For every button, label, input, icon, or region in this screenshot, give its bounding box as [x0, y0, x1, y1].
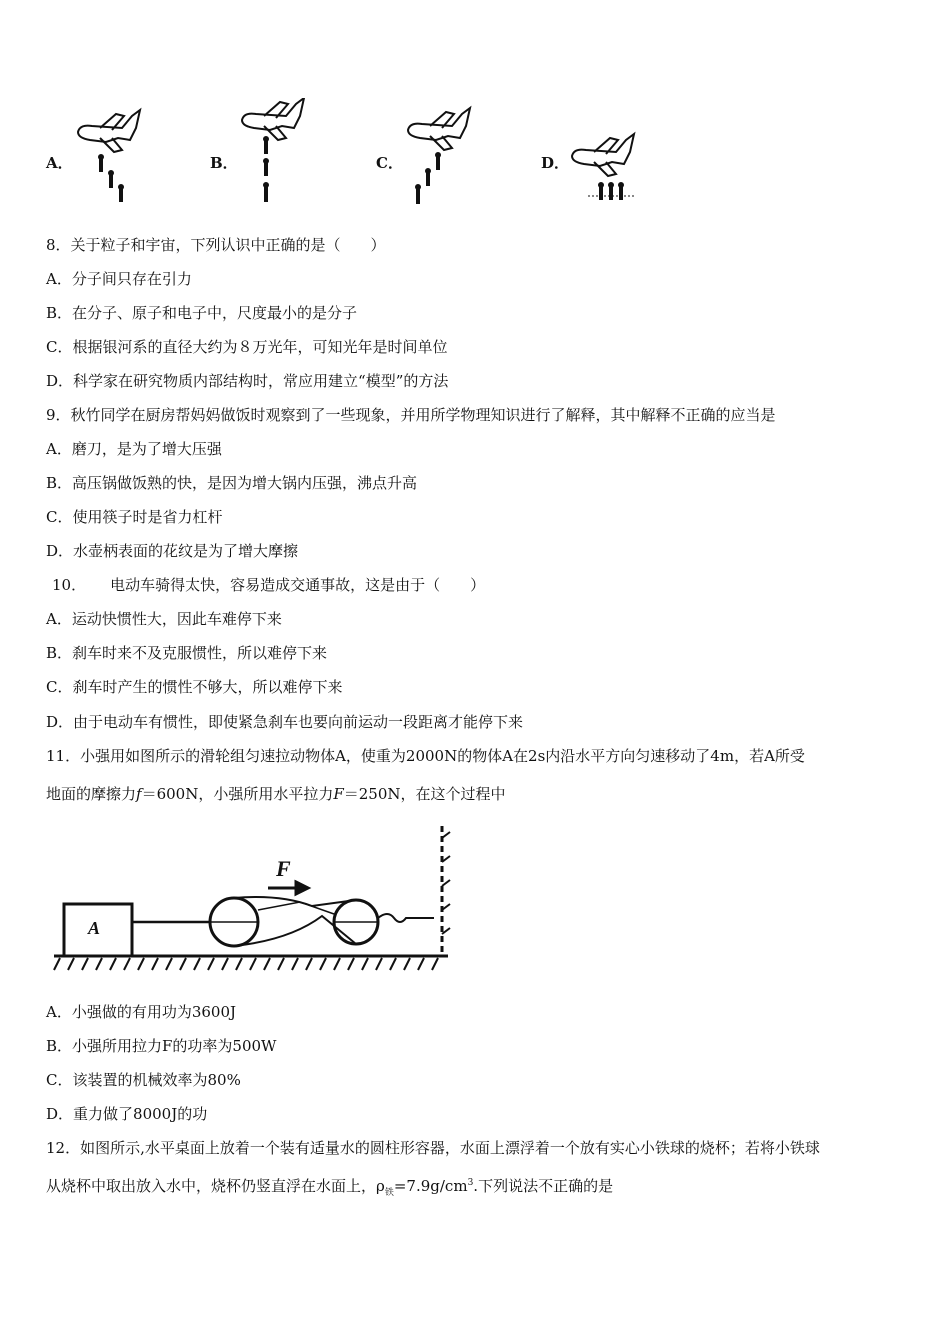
q12-stem-2b: =7.9g/cm [393, 1177, 468, 1195]
q10-option-c: C．刹车时产生的惯性不够大，所以难停下来 [46, 678, 343, 696]
falling-objects-icon [263, 136, 269, 202]
block-a-label: A [88, 918, 101, 938]
q10-stem-line [52, 575, 485, 595]
q11-stem-1: 11．小强用如图所示的滑轮组匀速拉动物体A，使重为2000N的物体A在2s内沿水平方向匀速移动了4m，若A所受 [46, 747, 805, 765]
q12-density-subscript: 铁 [384, 1188, 394, 1198]
q11-stem-2 [46, 784, 506, 804]
q9-option-c: C．使用筷子时是省力杠杆 [46, 508, 223, 526]
falling-objects-icon [415, 152, 441, 204]
q8-option-d: D．科学家在研究物质内部结构时，常应用建立“模型”的方法 [46, 372, 449, 390]
falling-objects-icon [98, 154, 124, 202]
q7-option-b-label: B． [210, 154, 238, 172]
q10-option-a: A．运动快惯性大，因此车难停下来 [46, 610, 282, 628]
q8-option-a: A．分子间只存在引力 [46, 270, 192, 288]
q11-option-d: D．重力做了8000J的功 [46, 1105, 208, 1123]
q11-option-a: A．小强做的有用功为3600J [46, 1003, 237, 1021]
falling-objects-icon [598, 182, 624, 200]
q7-option-a-figure [70, 100, 180, 210]
q11-option-b: B．小强所用拉力F的功率为500W [46, 1037, 277, 1055]
q9-stem: 9．秋竹同学在厨房帮妈妈做饭时观察到了一些现象，并用所学物理知识进行了解释，其中解释不正确的应当是 [46, 406, 776, 424]
q11-option-c: C．该装置的机械效率为80% [46, 1071, 241, 1089]
q9-option-b: B．高压锅做饭熟的快，是因为增大锅内压强，沸点升高 [46, 474, 418, 492]
q11-stem-2c: ＝250N，在这个过程中 [343, 785, 506, 803]
q7-option-c-figure [402, 104, 512, 210]
q12-unit-superscript: 3 [467, 1178, 474, 1188]
q8-option-c: C．根据银河系的直径大约为８万光年，可知光年是时间单位 [46, 338, 448, 356]
q8-option-b: B．在分子、原子和电子中，尺度最小的是分子 [46, 304, 358, 322]
q7-option-d-figure [566, 130, 676, 210]
q10-number: 10． [52, 576, 87, 594]
q12-stem-2c: .下列说法不正确的是 [473, 1177, 614, 1195]
q7-option-d-label: D． [541, 154, 570, 172]
q11-friction-symbol: f [136, 785, 142, 803]
airplane-icon [242, 98, 304, 140]
q7-option-c-label: C． [376, 154, 403, 172]
q11-force-symbol: F [333, 785, 344, 803]
ground-hatching-icon [54, 958, 438, 970]
q11-stem-2a: 地面的摩擦力 [46, 785, 137, 803]
q12-stem-1: 12．如图所示,水平桌面上放着一个装有适量水的圆柱形容器，水面上漂浮着一个放有实心小铁球的烧杯；若将小铁球 [46, 1139, 820, 1157]
q7-option-a-label: A． [46, 154, 73, 172]
airplane-icon [408, 108, 470, 150]
q10-option-d: D．由于电动车有惯性，即使紧急刹车也要向前运动一段距离才能停下来 [46, 713, 524, 731]
airplane-icon [78, 110, 140, 152]
force-label: F [276, 856, 291, 881]
q7-option-b-figure [236, 98, 346, 210]
force-arrow-icon [268, 882, 308, 894]
q10-stem: 电动车骑得太快，容易造成交通事故，这是由于（ ） [110, 576, 486, 594]
q12-stem-2a: 从烧杯中取出放入水中，烧杯仍竖直浮在水面上，ρ [46, 1177, 385, 1195]
q12-stem-2 [46, 1176, 613, 1196]
q11-pulley-figure [50, 818, 456, 976]
airplane-icon [572, 134, 634, 176]
q10-option-b: B．刹车时来不及克服惯性，所以难停下来 [46, 644, 328, 662]
q11-stem-2b: ＝600N，小强所用水平拉力 [141, 785, 334, 803]
q9-option-d: D．水壶柄表面的花纹是为了增大摩擦 [46, 542, 299, 560]
q8-stem: 8．关于粒子和宇宙，下列认识中正确的是（ ） [46, 236, 386, 254]
q9-option-a: A．磨刀，是为了增大压强 [46, 440, 222, 458]
